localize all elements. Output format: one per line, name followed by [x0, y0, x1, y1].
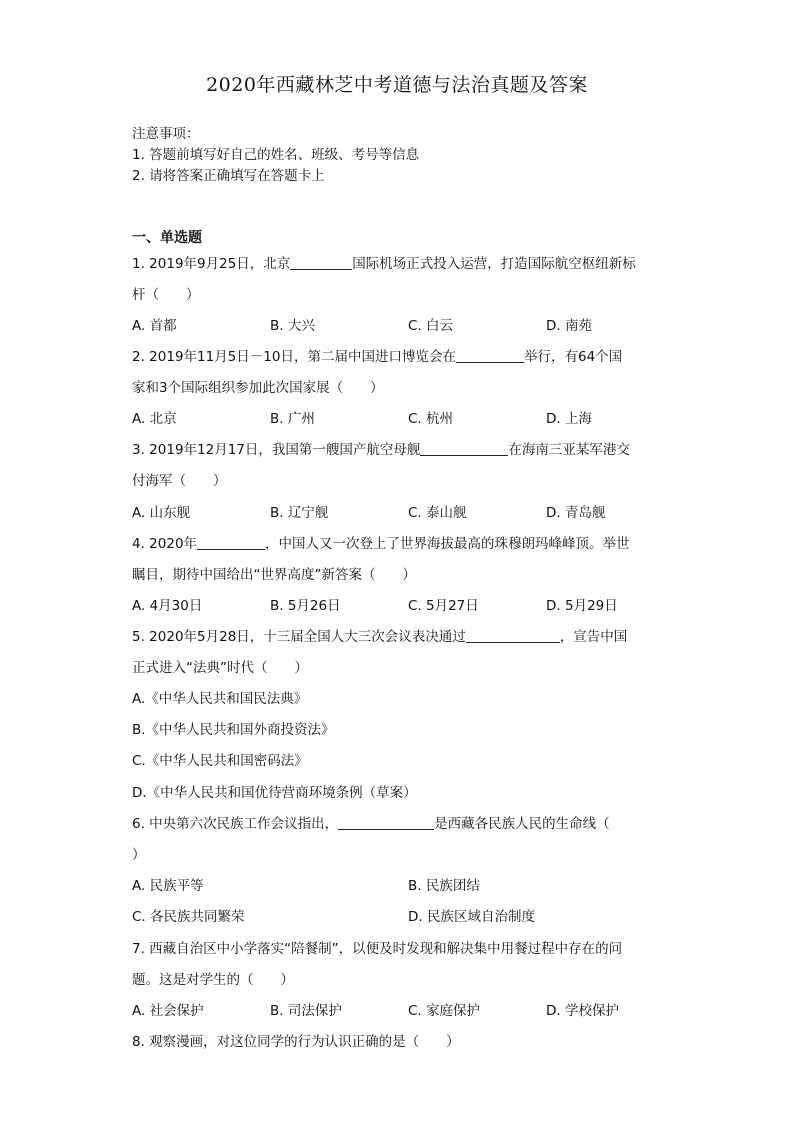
option-d[interactable]: D. 民族区域自治制度	[408, 909, 535, 925]
option-b[interactable]: B. 辽宁舰	[270, 505, 329, 521]
option-d[interactable]: D. 南苑	[546, 318, 592, 334]
question-5-line-2: 正式进入“法典”时代（ ）	[132, 660, 308, 676]
option-d[interactable]: D. 5月29日	[546, 598, 618, 614]
answer-blank	[466, 628, 560, 643]
question-1-line-1: 1. 2019年9月25日，北京 国际机场正式投入运营，打造国际航空枢纽新标	[132, 256, 636, 272]
option-a[interactable]: A. 山东舰	[132, 505, 191, 521]
option-a[interactable]: A.《中华人民共和国民法典》	[132, 691, 308, 707]
option-a[interactable]: A. 首都	[132, 318, 177, 334]
option-b[interactable]: B. 大兴	[270, 318, 315, 334]
option-c[interactable]: C. 家庭保护	[408, 1003, 481, 1019]
question-6-line-1: 6. 中央第六次民族工作会议指出， 是西藏各民族人民的生命线（	[132, 816, 610, 832]
option-c[interactable]: C. 泰山舰	[408, 505, 467, 521]
notice-item: 2. 请将答案正确填写在答题卡上	[132, 168, 325, 184]
option-d[interactable]: D.《中华人民共和国优待营商环境条例（草案）	[132, 785, 417, 801]
option-a[interactable]: A. 社会保护	[132, 1003, 204, 1019]
question-4-line-1: 4. 2020年 ，中国人又一次登上了世界海拔最高的珠穆朗玛峰峰顶。举世	[132, 536, 630, 552]
option-a[interactable]: A. 4月30日	[132, 598, 203, 614]
page-title: 2020年西藏林芝中考道德与法治真题及答案	[206, 74, 588, 96]
question-1-line-2: 杆（ ）	[132, 287, 200, 303]
notice-item: 1. 答题前填写好自己的姓名、班级、考号等信息	[132, 147, 420, 163]
question-8-line-1: 8. 观察漫画，对这位同学的行为认识正确的是（ ）	[132, 1034, 460, 1050]
question-5-line-1: 5. 2020年5月28日，十三届全国人大三次会议表决通过 ，宣告中国	[132, 629, 628, 645]
option-c[interactable]: C. 白云	[408, 318, 454, 334]
answer-blank	[197, 535, 265, 550]
option-b[interactable]: B. 司法保护	[270, 1003, 342, 1019]
option-d[interactable]: D. 青岛舰	[546, 505, 606, 521]
option-b[interactable]: B. 广州	[270, 411, 315, 427]
question-7-line-2: 题。这是对学生的（ ）	[132, 972, 294, 988]
question-7-line-1: 7. 西藏自治区中小学落实“陪餐制”，以便及时发现和解决集中用餐过程中存在的问	[132, 941, 623, 957]
notice-heading: 注意事项：	[132, 126, 200, 142]
option-b[interactable]: B. 5月26日	[270, 598, 341, 614]
option-c[interactable]: C. 杭州	[408, 411, 454, 427]
option-d[interactable]: D. 上海	[546, 411, 592, 427]
option-a[interactable]: A. 北京	[132, 411, 177, 427]
section-heading: 一、单选题	[132, 230, 202, 246]
answer-blank	[420, 441, 508, 456]
option-c[interactable]: C. 各民族共同繁荣	[132, 909, 245, 925]
option-d[interactable]: D. 学校保护	[546, 1003, 619, 1019]
option-b[interactable]: B.《中华人民共和国外商投资法》	[132, 722, 335, 738]
option-b[interactable]: B. 民族团结	[408, 878, 480, 894]
question-4-line-2: 瞩目，期待中国给出“世界高度”新答案（ ）	[132, 567, 416, 583]
answer-blank	[456, 348, 524, 363]
option-a[interactable]: A. 民族平等	[132, 878, 204, 894]
question-2-line-1: 2. 2019年11月5日－10日，第二届中国进口博览会在 举行，有64个国	[132, 349, 623, 365]
question-3-line-1: 3. 2019年12月17日，我国第一艘国产航空母舰 在海南三亚某军港交	[132, 442, 630, 458]
option-c[interactable]: C.《中华人民共和国密码法》	[132, 753, 308, 769]
answer-blank	[290, 255, 352, 270]
answer-blank	[338, 815, 434, 830]
question-6-line-2: ）	[132, 847, 146, 863]
question-2-line-2: 家和3个国际组织参加此次国家展（ ）	[132, 380, 384, 396]
question-3-line-2: 付海军（ ）	[132, 473, 227, 489]
option-c[interactable]: C. 5月27日	[408, 598, 479, 614]
